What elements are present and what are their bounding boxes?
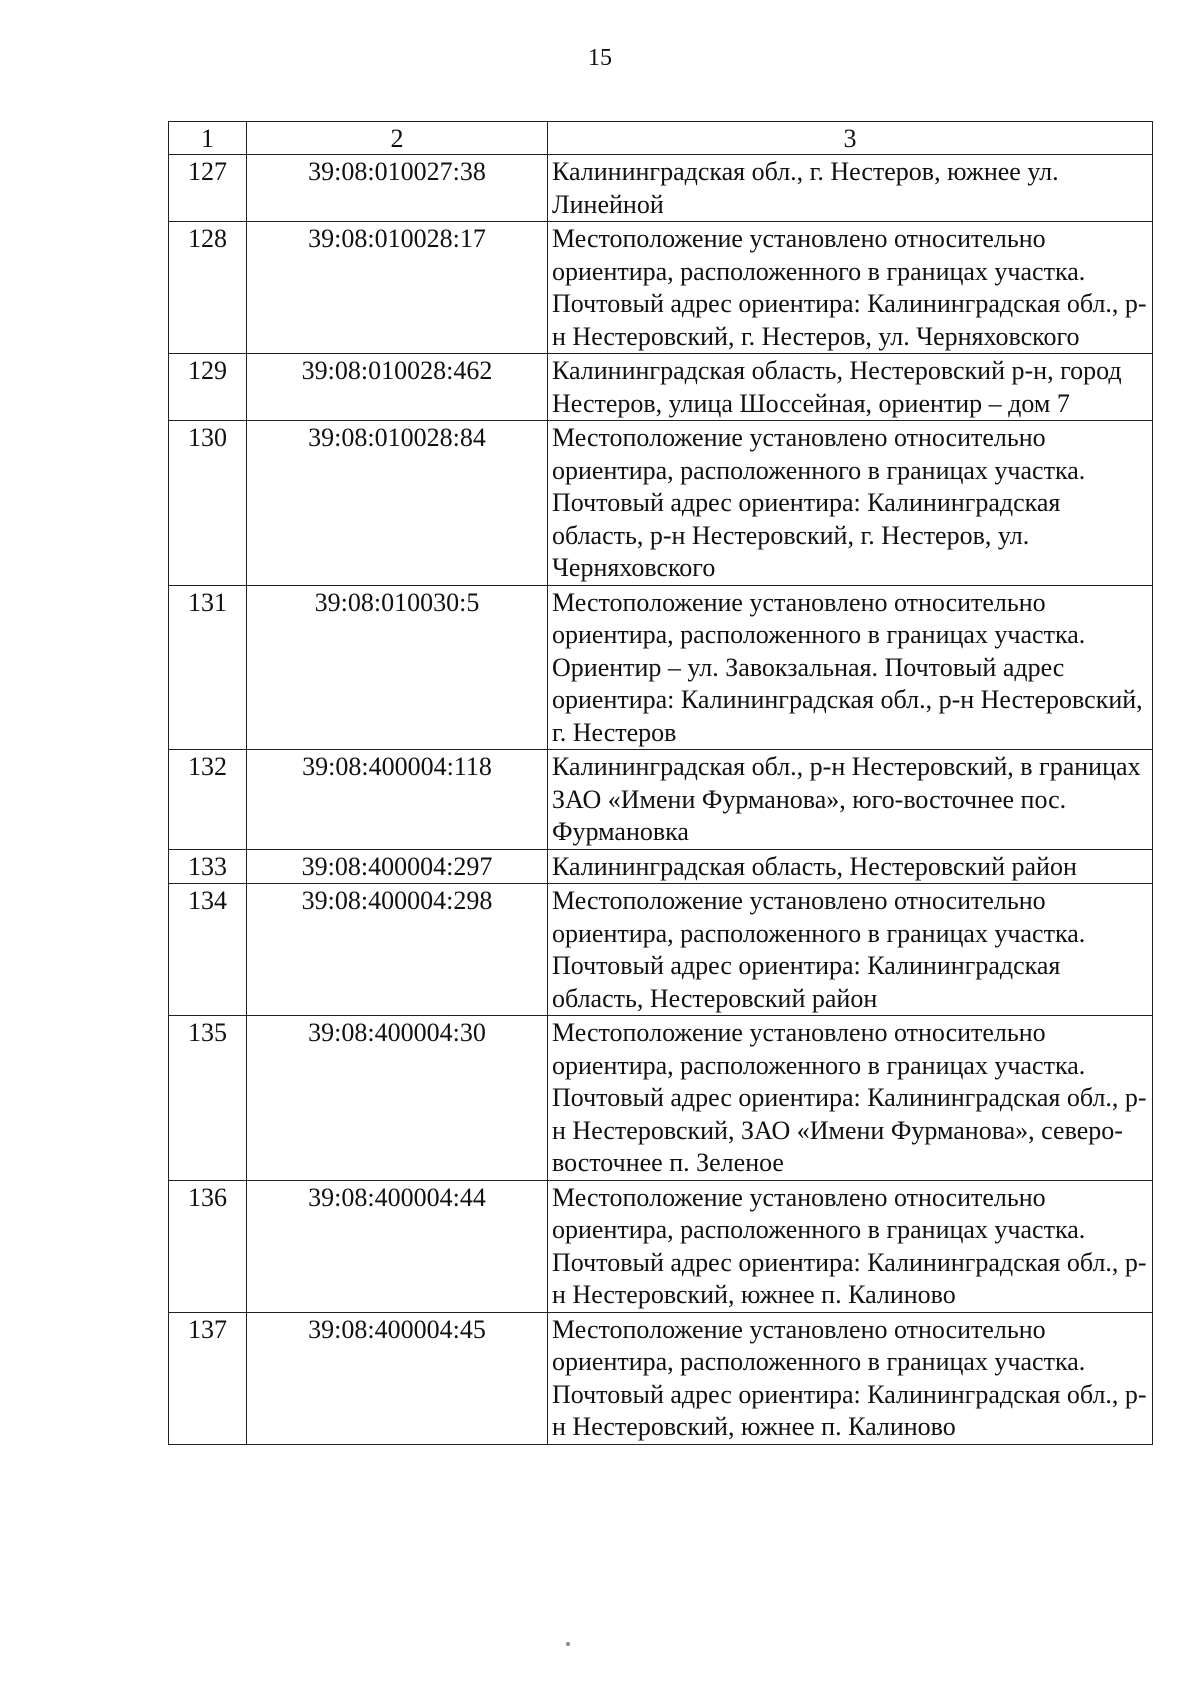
plot-address: Местоположение установлено относительно ориентира, расположенного в границах участка. Почтовый адрес ориентира: Калининградская область, р-н Нестеровский, г. Нестеров, ул. Черняховского: [548, 421, 1153, 586]
scan-speck: [566, 1642, 570, 1646]
plot-address: Местоположение установлено относительно ориентира, расположенного в границах участка. Почтовый адрес ориентира: Калининградская обл., р-н Нестеровский, южнее п. Калиново: [548, 1180, 1153, 1312]
cadastral-number: 39:08:400004:30: [247, 1016, 548, 1181]
column-header-2: 2: [247, 122, 548, 155]
plot-address: Калининградская обл., р-н Нестеровский, в границах ЗАО «Имени Фурманова», юго-восточнее пос. Фурмановка: [548, 750, 1153, 850]
table-header-row: [169, 122, 1153, 155]
plot-address: Местоположение установлено относительно ориентира, расположенного в границах участка. Почтовый адрес ориентира: Калининградская область, Нестеровский район: [548, 884, 1153, 1016]
table-row: [169, 222, 1153, 354]
table-row: [169, 849, 1153, 884]
column-header-3: 3: [548, 122, 1153, 155]
plot-address: Калининградская область, Нестеровский район: [548, 849, 1153, 884]
cadastral-number: 39:08:010028:84: [247, 421, 548, 586]
row-number: 136: [169, 1180, 247, 1312]
row-number: 132: [169, 750, 247, 850]
table-row: [169, 354, 1153, 421]
plot-address: Местоположение установлено относительно ориентира, расположенного в границах участка. Почтовый адрес ориентира: Калининградская обл., р-н Нестеровский, ЗАО «Имени Фурманова», северо-восточнее п. Зеленое: [548, 1016, 1153, 1181]
cadastral-number: 39:08:400004:298: [247, 884, 548, 1016]
table-row: [169, 1180, 1153, 1312]
page-number: 15: [588, 45, 612, 71]
cadastral-number: 39:08:400004:118: [247, 750, 548, 850]
table-row: [169, 155, 1153, 222]
cadastral-number: 39:08:010027:38: [247, 155, 548, 222]
cadastral-number: 39:08:400004:297: [247, 849, 548, 884]
cadastral-number: 39:08:010028:462: [247, 354, 548, 421]
cadastral-number: 39:08:010028:17: [247, 222, 548, 354]
table-row: [169, 1312, 1153, 1444]
row-number: 128: [169, 222, 247, 354]
row-number: 137: [169, 1312, 247, 1444]
plot-address: Калининградская обл., г. Нестеров, южнее ул. Линейной: [548, 155, 1153, 222]
land-plots-table: [168, 121, 1153, 1445]
row-number: 134: [169, 884, 247, 1016]
table-row: [169, 585, 1153, 750]
plot-address: Местоположение установлено относительно ориентира, расположенного в границах участка. Ориентир – ул. Завокзальная. Почтовый адрес ориентира: Калининградская обл., р-н Нестеровский, г. Нестеров: [548, 585, 1153, 750]
table-row: [169, 1016, 1153, 1181]
row-number: 135: [169, 1016, 247, 1181]
table-row: [169, 884, 1153, 1016]
table-row: [169, 750, 1153, 850]
row-number: 129: [169, 354, 247, 421]
plot-address: Местоположение установлено относительно ориентира, расположенного в границах участка. Почтовый адрес ориентира: Калининградская обл., р-н Нестеровский, южнее п. Калиново: [548, 1312, 1153, 1444]
plot-address: Калининградская область, Нестеровский р-н, город Нестеров, улица Шоссейная, ориентир – дом 7: [548, 354, 1153, 421]
row-number: 131: [169, 585, 247, 750]
cadastral-number: 39:08:400004:45: [247, 1312, 548, 1444]
column-header-1: 1: [169, 122, 247, 155]
row-number: 130: [169, 421, 247, 586]
plot-address: Местоположение установлено относительно ориентира, расположенного в границах участка. Почтовый адрес ориентира: Калининградская обл., р-н Нестеровский, г. Нестеров, ул. Черняховского: [548, 222, 1153, 354]
cadastral-number: 39:08:010030:5: [247, 585, 548, 750]
cadastral-number: 39:08:400004:44: [247, 1180, 548, 1312]
row-number: 133: [169, 849, 247, 884]
table-row: [169, 421, 1153, 586]
row-number: 127: [169, 155, 247, 222]
